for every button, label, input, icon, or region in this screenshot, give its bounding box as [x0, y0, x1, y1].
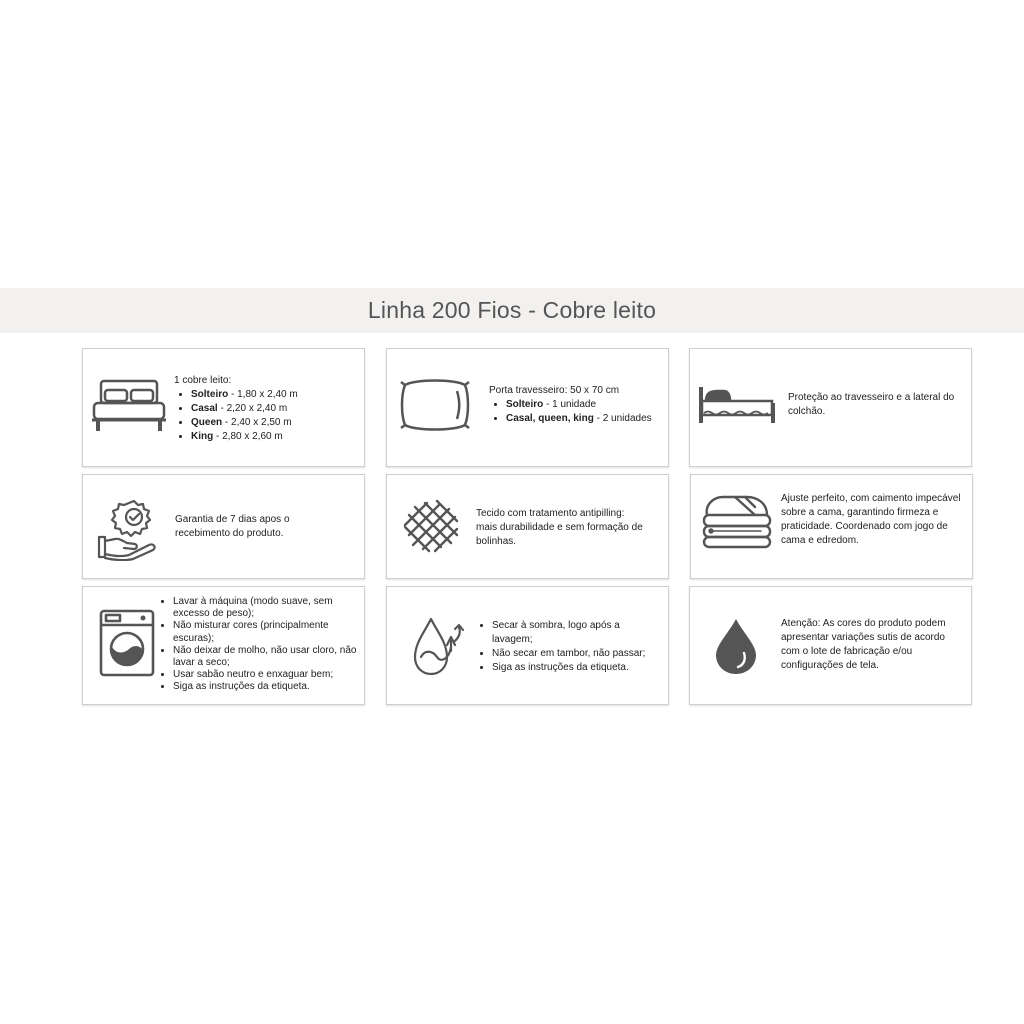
list-item: • Não deixar de molho, não usar cloro, não lavar a seco; — [173, 645, 358, 669]
card-color-warning — [689, 586, 972, 705]
pillow-intro: Porta travesseiro: 50 x 70 cm — [489, 385, 620, 396]
card-perfect-fit — [690, 474, 973, 579]
guarantee-hand-icon — [97, 499, 161, 561]
covered-bed-icon — [698, 385, 776, 427]
list-item: • Solteiro - 1 unidade — [506, 398, 664, 412]
bed-sizes-text — [174, 374, 359, 444]
list-item: • Siga as instruções da etiqueta. — [492, 661, 662, 675]
card-protection — [689, 348, 972, 467]
card-drying — [386, 586, 669, 705]
perfect-fit-text: Ajuste perfeito, com caimento impecável sobre a cama, garantindo firmeza e praticidade. Coordenado com jogo de cama e edredom. — [781, 493, 961, 546]
drying-text — [482, 619, 662, 675]
list-item: • Solteiro - 1,80 x 2,40 m — [191, 388, 359, 402]
fabric-weave-icon — [401, 499, 461, 559]
list-item: • Queen - 2,40 x 2,50 m — [191, 416, 359, 430]
color-warning-text: Atenção: As cores do produto podem apresentar variações sutis de acordo com o lote de fabricação e/ou configurações de tela. — [781, 618, 946, 671]
card-guarantee — [82, 474, 365, 579]
title-banner — [0, 288, 1024, 333]
antipilling-text: Tecido com tratamento antipilling: mais durabilidade e sem formação de bolinhas. — [476, 508, 643, 547]
double-bed-icon — [91, 379, 167, 435]
list-item: • Siga as instruções da etiqueta. — [173, 681, 358, 693]
list-item: • Casal - 2,20 x 2,40 m — [191, 402, 359, 416]
list-item: • Lavar à máquina (modo suave, sem excesso de peso); — [173, 596, 358, 620]
list-item: • King - 2,80 x 2,60 m — [191, 430, 359, 444]
card-washing — [82, 586, 365, 705]
card-pillow-cases — [386, 348, 669, 467]
card-bed-sizes — [82, 348, 365, 467]
guarantee-text: Garantia de 7 dias apos o recebimento do produto. — [175, 514, 290, 539]
page-title: Linha 200 Fios - Cobre leito — [367, 297, 657, 323]
bed-sizes-intro: 1 cobre leito: — [174, 375, 232, 386]
protection-text: Proteção ao travesseiro e a lateral do colchão. — [788, 392, 955, 417]
list-item: • Não secar em tambor, não passar; — [492, 647, 662, 661]
washing-text — [163, 596, 358, 694]
washing-machine-icon — [99, 609, 155, 677]
folded-sheets-icon — [701, 493, 773, 549]
list-item: • Não misturar cores (principalmente escuras); — [173, 620, 358, 644]
card-antipilling — [386, 474, 669, 579]
pillow-icon — [399, 377, 471, 433]
pillow-cases-text — [489, 384, 664, 426]
list-item: • Casal, queen, king - 2 unidades — [506, 412, 664, 426]
color-drop-icon — [714, 617, 758, 675]
drying-drop-icon — [411, 617, 467, 677]
list-item: • Secar à sombra, logo após a lavagem; — [492, 619, 662, 647]
list-item: • Usar sabão neutro e enxaguar bem; — [173, 669, 358, 681]
